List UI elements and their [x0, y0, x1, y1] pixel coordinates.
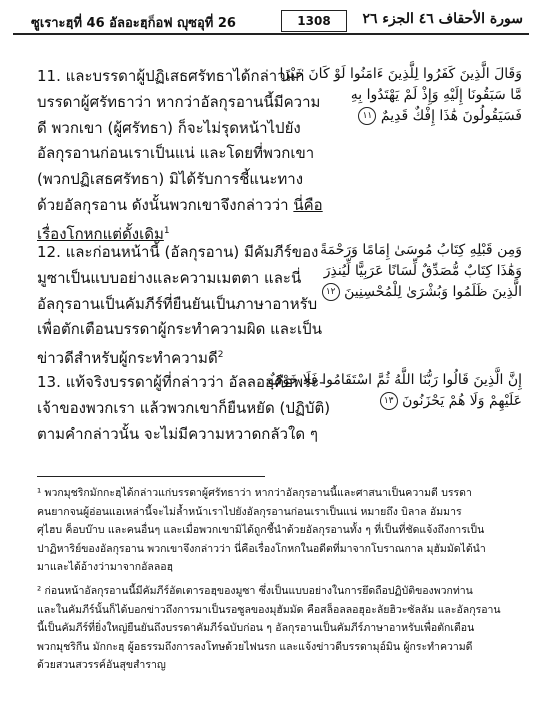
arabic-text: الَّذِينَ ظَلَمُوا وَبُشْرَىٰ لِلْمُحْسِنِينَ — [344, 284, 522, 300]
arabic-line — [320, 391, 522, 412]
verse-line: เพื่อตักเตือนบรรดาผู้กระทำความผิด และเป็น — [37, 320, 322, 339]
footnote-line: ด้วยสวนสวรรค์อันสุขสำราญ — [37, 659, 166, 672]
verse-line: (พวกปฏิเสธศรัทธา) มิได้รับการชี้แนะทาง — [37, 170, 304, 189]
arabic-text: عَلَيْهِمْ وَلَا هُمْ يَحْزَنُونَ — [402, 393, 522, 409]
footnote-2 — [37, 582, 525, 675]
verse-line: ดี พวกเขา (ผู้ศรัทธา) ก็จะไม่รุดหน้าไปยัง — [37, 118, 301, 137]
arabic-text: فَسَيَقُولُونَ هَٰذَا إِفْكٌ قَدِيمٌ — [380, 108, 522, 124]
verse-line: อัลกุรอานเป็นคัมภีร์ที่ยืนยันเป็นภาษาอาหรับ — [37, 294, 318, 313]
verse-line — [37, 193, 323, 219]
verse-line: มูซาเป็นแบบอย่างและความเมตตา และนี่ — [37, 268, 302, 287]
verse-line: อัลกุรอานก่อนเราเป็นแน่ และโดยที่พวกเขา — [37, 144, 315, 163]
footnote-line: นี้เป็นคัมภีร์ที่ยิ่งใหญ่ยืนยันถึงบรรดาคัมภีร์ฉบับก่อน ๆ อัลกุรอานเป็นคัมภีร์ภาษาอาหรับเพื่อตักเตือน — [37, 622, 475, 635]
verse-line: 13. แท้จริงบรรดาผู้ที่กล่าวว่า อัลลอฮฺคือพระ- — [37, 373, 325, 391]
footnote-line: มาและได้อ้างว่ามาจากอัลลอฮฺ — [37, 561, 173, 574]
verse-line-text: ด้วยอัลกุรอาน ดังนั้นพวกเขาจึงกล่าวว่า — [37, 195, 294, 214]
verse-12-translation — [37, 240, 322, 372]
footnote-line: ปาฏิหาริย์ของอัลกุรอาน พวกเขาจึงกล่าวว่า นี่คือเรื่องโกหกในอดีตที่มาจากโบราณกาล มุฮัมมัดได้นำ — [37, 542, 486, 555]
page-number: 1308 — [281, 10, 347, 32]
arabic-line: وَقَالَ الَّذِينَ كَفَرُوا لِلَّذِينَ ءَامَنُوا لَوْ كَانَ خَيْرًا — [279, 66, 522, 82]
arabic-line: وَهَٰذَا كِتَابٌ مُّصَدِّقٌ لِّسَانًا عَرَبِيًّا لِّيُنذِرَ — [323, 263, 522, 279]
verse-line: 11. และบรรดาผู้ปฏิเสธศรัทธาได้กล่าวแก่ — [37, 67, 305, 85]
footnote-line: พวกมุชริกีน มักกะฮฺ ผู้อธรรมถึงการลงโทษด้วยไฟนรก และแจ้งข่าวดีบรรดามุอ์มิน ผู้กระทำความดี — [37, 640, 473, 653]
footnote-line: ¹ พวกมุชริกมักกะฮฺได้กล่าวแก่บรรดาผู้ศรัทธาว่า หากว่าอัลกุรอานนี้และศาสนาเป็นความดี บรรดา — [37, 487, 472, 499]
underlined-phrase: นี่คือ — [293, 195, 323, 214]
verse-line: เจ้าของพวกเรา แล้วพวกเขาก็ยืนหยัด (ปฏิบัติ) — [37, 398, 331, 417]
verse-11-arabic — [279, 64, 522, 127]
footnote-ref[interactable]: 1 — [163, 225, 170, 236]
arabic-line — [320, 282, 522, 303]
verse-line: บรรดาผู้ศรัทธาว่า หากว่าอัลกุรอานนี้มีความ — [37, 92, 321, 111]
footnote-line: คนยากจนผู้อ่อนแอเหล่านี้จะไม่ล้ำหน้าเราไปยังอัลกุรอานก่อนเราเป็นแน่ หมายถึง บิลาล อัมมาร — [37, 505, 462, 518]
verse-line-text: ข่าวดีสำหรับผู้กระทำความดี — [37, 349, 218, 368]
arabic-line — [320, 106, 522, 127]
page-header — [13, 9, 529, 35]
footnote-1 — [37, 484, 525, 577]
verse-line — [37, 343, 319, 372]
verse-line: 12. และก่อนหน้านี้ (อัลกุรอาน) มีคัมภีร์ของ — [37, 243, 319, 261]
arabic-line: وَمِن قَبْلِهِ كِتَابُ مُوسَىٰ إِمَامًا وَرَحْمَةً — [320, 242, 522, 258]
verse-number-mark: ١٢ — [322, 283, 340, 301]
verse-12-arabic — [320, 240, 522, 303]
verse-line: ตามคำกล่าวนั้น จะไม่มีความหวาดกลัวใด ๆ — [37, 424, 318, 443]
underlined-phrase: เรื่องโกหกแต่ดั้งเดิม — [37, 224, 164, 243]
arabic-line: مَّا سَبَقُونَا إِلَيْهِ وَإِذْ لَمْ يَهْتَدُوا بِهِ — [350, 87, 522, 103]
verse-number-mark: ١١ — [358, 107, 376, 125]
footnote-divider — [37, 476, 265, 477]
header-surah-info: ซูเราะฮฺที่ 46 อัลอะฮฺก็อฟ ญุซอุที่ 26 — [31, 16, 236, 31]
header-arabic-title: سورة الأحقاف ٤٦ الجزء ٢٦ — [362, 11, 523, 27]
arabic-line: إِنَّ الَّذِينَ قَالُوا رَبُّنَا اللَّهُ ثُمَّ اسْتَقَامُوا فَلَا خَوْفٌ — [267, 372, 522, 388]
footnote-line: และในคัมภีร์นั้นก็ได้บอกข่าวถึงการมาเป็นรอซูลของมุฮัมมัด คือสล็อลลอฮุอะลัยฮิวะซัลลัม และอัลกุรอาน — [37, 603, 501, 616]
verse-13-arabic — [267, 370, 522, 412]
verse-number-mark: ١٣ — [380, 392, 398, 410]
footnote-line: ² ก่อนหน้าอัลกุรอานนี้มีคัมภีร์อัตเตารอฮฺของมูซา ซึ่งเป็นแบบอย่างในการยึดถือปฏิบัติของพวกท่าน — [37, 585, 473, 597]
footnote-ref[interactable]: 2 — [217, 350, 224, 361]
footnote-line: ศุไฮบ ค็อบบ๊าบ และคนอื่นๆ และเมื่อพวกเขามิได้ถูกชี้นำด้วยอัลกุรอานทั้ง ๆ ที่เป็นที่ชัดแจ้งถึงการเป็น — [37, 524, 485, 537]
verse-11-translation — [37, 64, 323, 248]
